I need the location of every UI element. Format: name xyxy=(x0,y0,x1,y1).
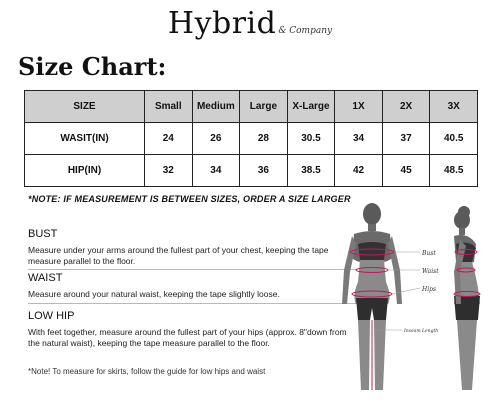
header-medium: Medium xyxy=(192,91,240,123)
skirt-footnote: *Note! To measure for skirts, follow the guide for low hips and waist xyxy=(28,367,266,376)
brand-logo xyxy=(0,6,500,41)
sizing-note: *NOTE: IF MEASUREMENT IS BETWEEN SIZES, ORDER A SIZE LARGER xyxy=(28,194,351,204)
row-label-waist: WASIT(IN) xyxy=(25,123,145,155)
bust-description: Measure under your arms around the fullest part of your chest, keeping the tape measure parallel to the floor. xyxy=(28,245,329,266)
logo-main-text: Hybrid xyxy=(167,6,277,41)
table-cell: 36 xyxy=(240,155,288,187)
table-cell: 34 xyxy=(192,155,240,187)
waist-heading: WAIST xyxy=(28,272,63,284)
header-xlarge: X-Large xyxy=(287,91,335,123)
header-size: SIZE xyxy=(25,91,145,123)
size-table xyxy=(24,90,478,187)
table-cell: 26 xyxy=(192,123,240,155)
table-header-row xyxy=(25,91,478,123)
table-cell: 32 xyxy=(145,155,193,187)
label-bust: Bust xyxy=(422,250,436,257)
divider xyxy=(28,269,358,270)
table-cell: 42 xyxy=(335,155,383,187)
measurement-figure xyxy=(336,200,500,405)
header-small: Small xyxy=(145,91,193,123)
logo-sub-text: & Company xyxy=(278,26,333,36)
low-hip-heading: LOW HIP xyxy=(28,310,75,322)
label-inseam: Inseam Length xyxy=(404,329,439,334)
low-hip-description: With feet together, measure around the fullest part of your hips (approx. 8"down from the natural waist), keeping the tape measure parallel to the floor. xyxy=(28,327,347,348)
table-cell: 30.5 xyxy=(287,123,335,155)
table-cell: 24 xyxy=(145,123,193,155)
table-row-waist xyxy=(25,123,478,155)
table-cell: 48.5 xyxy=(430,155,478,187)
table-cell: 28 xyxy=(240,123,288,155)
table-cell: 38.5 xyxy=(287,155,335,187)
row-label-hip: HIP(IN) xyxy=(25,155,145,187)
divider xyxy=(28,303,358,304)
header-large: Large xyxy=(240,91,288,123)
page-title: Size Chart: xyxy=(18,52,167,81)
table-cell: 40.5 xyxy=(430,123,478,155)
header-3x: 3X xyxy=(430,91,478,123)
table-row-hip xyxy=(25,155,478,187)
waist-description: Measure around your natural waist, keeping the tape slightly loose. xyxy=(28,289,280,299)
header-1x: 1X xyxy=(335,91,383,123)
table-cell: 45 xyxy=(382,155,430,187)
header-2x: 2X xyxy=(382,91,430,123)
label-hips: Hips xyxy=(422,286,437,293)
label-waist: Waist xyxy=(422,268,439,275)
table-cell: 34 xyxy=(335,123,383,155)
side-figure-illustration xyxy=(454,206,480,390)
table-cell: 37 xyxy=(382,123,430,155)
bust-heading: BUST xyxy=(28,228,58,240)
